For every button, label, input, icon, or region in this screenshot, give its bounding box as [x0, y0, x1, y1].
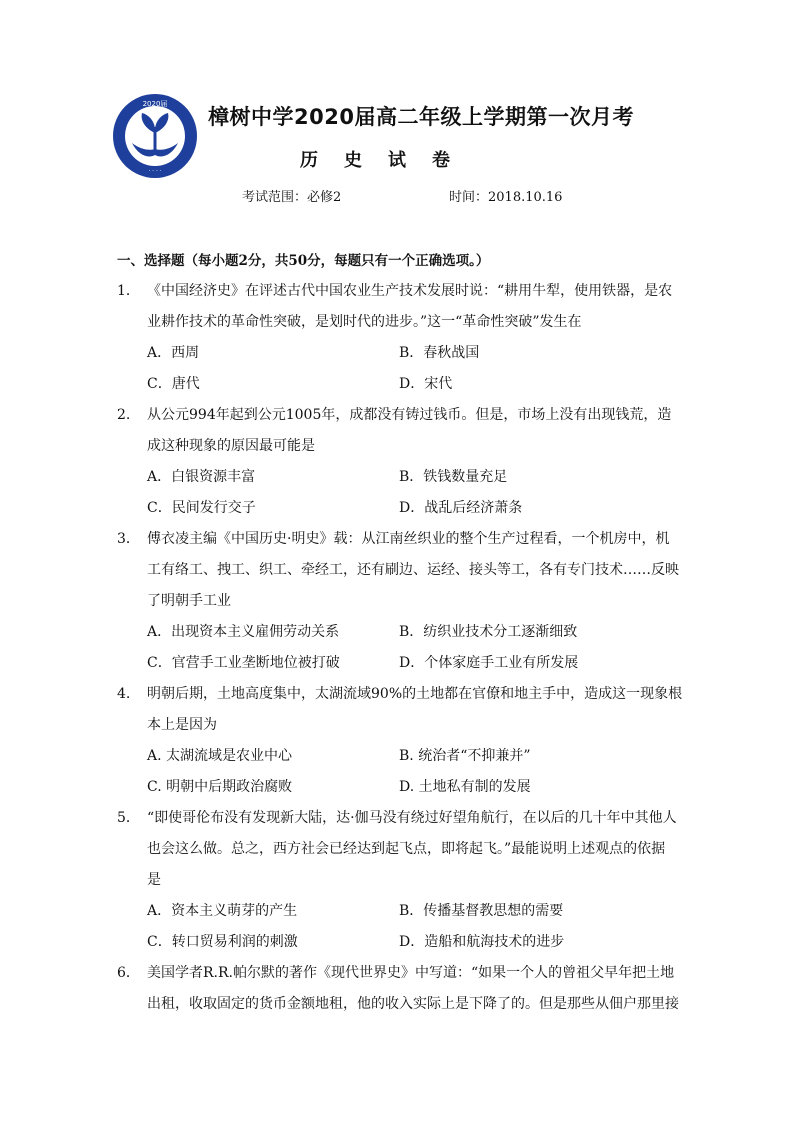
- question-3-options: [147, 617, 667, 679]
- option-c: C. 明朝中后期政治腐败: [147, 779, 293, 795]
- option-a: A. 太湖流域是农业中心: [147, 748, 293, 764]
- option-a: A．资本主义萌芽的产生: [147, 903, 298, 919]
- option-d: D. 土地私有制的发展: [399, 779, 531, 795]
- question-number: 3．: [117, 531, 140, 547]
- question-6: [117, 958, 687, 1020]
- svg-text:· · · ·: · · · ·: [148, 168, 162, 175]
- option-b: B．传播基督教思想的需要: [399, 903, 564, 919]
- question-text: 成这种现象的原因最可能是: [147, 438, 315, 454]
- question-text: 也会这么做。总之，西方社会已经达到起飞点，即将起飞。”最能说明上述观点的依据: [147, 841, 666, 857]
- question-text: 美国学者R.R.帕尔默的著作《现代世界史》中写道：“如果一个人的曾祖父早年把土地: [147, 965, 675, 981]
- question-text: 出租，收取固定的货币金额地租，他的收入实际上是下降了的。但是那些从佃户那里接: [147, 996, 679, 1012]
- question-text: 从公元994年起到公元1005年，成都没有铸过钱币。但是，市场上没有出现钱荒，造: [147, 407, 672, 423]
- option-c: C．唐代: [147, 376, 200, 392]
- exam-title: 樟树中学2020届高二年级上学期第一次月考: [208, 105, 634, 129]
- option-a: A．出现资本主义雇佣劳动关系: [147, 624, 340, 640]
- question-number: 6．: [117, 965, 140, 981]
- question-number: 4.: [117, 686, 131, 702]
- exam-time: 时间：2018.10.16: [449, 190, 563, 205]
- question-text: 明朝后期，土地高度集中，太湖流域90%的土地都在官僚和地主手中，造成这一现象根: [147, 686, 683, 702]
- option-d: D．宋代: [399, 376, 453, 392]
- question-2-options: [147, 462, 667, 524]
- option-c: C．转口贸易利润的刺激: [147, 934, 298, 950]
- option-d: D．个体家庭手工业有所发展: [399, 655, 579, 671]
- question-text: “即使哥伦布没有发现新大陆，达·伽马没有绕过好望角航行，在以后的几十年中其他人: [147, 810, 677, 826]
- question-number: 5．: [117, 810, 140, 826]
- question-1-options: [147, 338, 667, 400]
- question-number: 1．: [117, 283, 140, 299]
- question-text: 本上是因为: [147, 717, 217, 733]
- option-d: D．造船和航海技术的进步: [399, 934, 565, 950]
- option-a: A．西周: [147, 345, 200, 361]
- question-5: [117, 803, 687, 896]
- question-text: 业耕作技术的革命性突破，是划时代的进步。”这一“革命性突破”发生在: [147, 314, 582, 330]
- question-text: 了明朝手工业: [147, 593, 231, 609]
- option-b: B. 统治者“不抑兼并”: [399, 748, 531, 764]
- question-text: 《中国经济史》在评述古代中国农业生产技术发展时说：“耕用牛犁，使用铁器，是农: [147, 283, 673, 299]
- option-c: C．民间发行交子: [147, 500, 256, 516]
- question-4-options: [147, 741, 667, 803]
- logo-ring-text: 2020届: [142, 100, 168, 108]
- exam-range: 考试范围：必修2: [242, 190, 342, 205]
- option-b: B．纺织业技术分工逐渐细致: [399, 624, 578, 640]
- question-2: [117, 400, 687, 462]
- question-1: [117, 276, 687, 338]
- question-text: 工有络工、拽工、织工、牵经工，还有刷边、运经、接头等工，各有专门技术……反映: [147, 562, 679, 578]
- school-logo: [112, 93, 198, 179]
- option-a: A．白银资源丰富: [147, 469, 256, 485]
- option-b: B．春秋战国: [399, 345, 480, 361]
- option-b: B．铁钱数量充足: [399, 469, 508, 485]
- question-4: [117, 679, 687, 741]
- question-text: 是: [147, 872, 161, 888]
- option-d: D．战乱后经济萧条: [399, 500, 523, 516]
- section-heading: 一、选择题（每小题2分，共50分，每题只有一个正确选项。）: [117, 253, 490, 269]
- question-5-options: [147, 896, 667, 958]
- question-3: [117, 524, 687, 617]
- question-text: 傅衣凌主编《中国历史·明史》载：从江南丝织业的整个生产过程看，一个机房中，机: [147, 531, 670, 547]
- question-number: 2.: [117, 407, 131, 423]
- option-c: C．官营手工业垄断地位被打破: [147, 655, 340, 671]
- exam-subtitle: 历史试卷: [300, 150, 476, 171]
